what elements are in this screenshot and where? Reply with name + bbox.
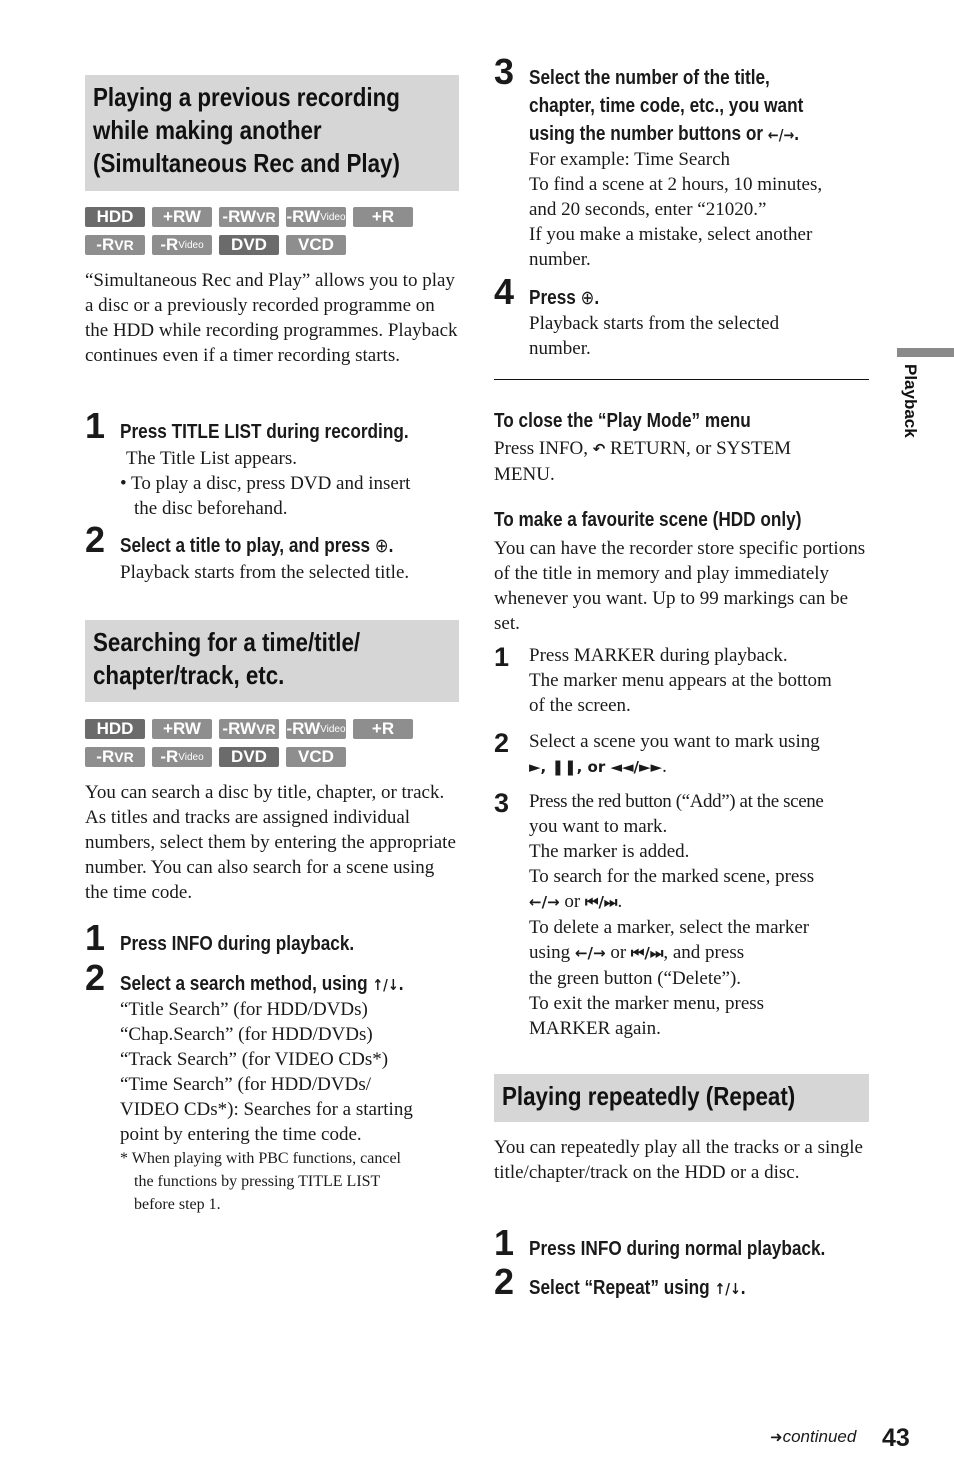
step-bullet-cont: the disc beforehand.: [134, 498, 288, 519]
step-text: .: [617, 891, 623, 912]
badge-text: -RW: [286, 719, 321, 738]
step-title-line: [529, 64, 848, 92]
step-line: Press MARKER during playback.: [529, 645, 788, 666]
disc-badges: [85, 719, 413, 775]
prev-next-icon: ⏮/⏭: [584, 893, 618, 911]
disc-badges: [85, 207, 413, 263]
step-line: of the screen.: [529, 695, 631, 716]
left-right-arrow-icon: ←/→: [529, 893, 560, 911]
badge-plus-rw: +RW: [152, 207, 212, 227]
section-divider: [494, 379, 869, 380]
badge-text: -RW: [286, 207, 321, 226]
badge-r-vr: [85, 235, 145, 255]
step-title: [120, 532, 438, 560]
step-line: MARKER again.: [529, 1018, 661, 1039]
badge-plus-rw: +RW: [152, 719, 212, 739]
step-line: [529, 889, 869, 915]
step-title: [529, 1235, 874, 1263]
step-title-text: Press INFO during normal playback.: [529, 1238, 826, 1260]
step-line: The Title List appears.: [126, 448, 297, 469]
step-line: Playback starts from the selected: [529, 313, 780, 334]
step-title-text: Select the number of the title,: [529, 67, 770, 89]
badge-hdd: HDD: [85, 719, 145, 739]
step-line: For example: Time Search: [529, 149, 731, 170]
step-number: 2: [85, 519, 106, 560]
step-line: the green button (“Delete”).: [529, 968, 742, 989]
badge-dvd: DVD: [219, 747, 279, 767]
prev-next-icon: ⏮/⏭: [630, 944, 664, 962]
heading-text: Playing a previous recording: [93, 82, 400, 112]
step-number: 1: [494, 1222, 515, 1263]
step-line: VIDEO CDs*): Searches for a starting: [120, 1099, 413, 1120]
step-line: [529, 940, 869, 966]
step-title-wrap: [120, 970, 403, 999]
badge-r-vr: [85, 747, 145, 767]
sub-title-text: To close the “Play Mode” menu: [494, 410, 751, 432]
badge-row: [85, 719, 413, 739]
step-title-text: Press INFO during playback.: [120, 933, 355, 955]
step-title-wrap: [529, 284, 599, 312]
badge-r-video: [152, 747, 212, 767]
badge-row: [85, 207, 413, 227]
step-title-text: Select “Repeat” using: [529, 1277, 710, 1299]
badge-hdd: HDD: [85, 207, 145, 227]
favourite-heading: [494, 507, 852, 533]
heading-text: (Simultaneous Rec and Play): [93, 148, 400, 178]
page-number: 43: [882, 1424, 910, 1452]
heading-line: [93, 659, 451, 692]
step-title-text: using the number buttons or: [529, 123, 764, 145]
section-heading-simultaneous: [85, 75, 459, 191]
step-line: number.: [529, 338, 591, 359]
step-title: [529, 64, 848, 149]
step-number: 2: [494, 1261, 515, 1302]
badge-vcd: VCD: [286, 747, 346, 767]
heading-line: [93, 626, 451, 659]
close-menu-heading: [494, 408, 793, 434]
heading-text: Playing repeatedly (Repeat): [502, 1081, 796, 1111]
text-line: [494, 436, 869, 462]
up-down-arrow-icon: ↑/↓: [714, 1280, 741, 1298]
step-line: The marker is added.: [529, 841, 690, 862]
search-intro-paragraph: You can search a disc by title, chapter, or track. As titles and tracks are assigned individual numbers, select them by entering the appropriate number. You can also search for a scene using the time code.: [85, 782, 456, 903]
step-body: [529, 729, 820, 780]
badge-vcd: VCD: [286, 235, 346, 255]
badge-rw-video: [286, 719, 346, 739]
step-line: “Chap.Search” (for HDD/DVDs): [120, 1024, 373, 1045]
heading-text: Searching for a time/title/: [93, 627, 361, 657]
intro-paragraph: “Simultaneous Rec and Play” allows you to play a disc or a previously recorded programme on the HDD while recording programmes. Playback continues even if a timer recording starts.: [85, 270, 458, 366]
step-title: [120, 418, 456, 446]
step-body: Playback starts from the selected title.: [120, 562, 410, 583]
footnote-line: the functions by pressing TITLE LIST: [134, 1173, 381, 1190]
text-part: Press INFO,: [494, 438, 588, 459]
step-number: 1: [85, 405, 106, 446]
favourite-intro: You can have the recorder store specific portions of the title in memory and play immediately whenever you want. Up to 99 markings can be set.: [494, 538, 866, 634]
step-text: or: [564, 891, 581, 912]
step-title-end: .: [794, 123, 800, 145]
play-pause-scan-icons: ►, ❚❚, or ◄◄/►►: [529, 758, 663, 776]
step-number: 2: [494, 728, 510, 758]
step-body: [120, 997, 413, 1216]
step-title: [529, 1274, 781, 1303]
step-title-wrap: [529, 120, 799, 149]
step-line: If you make a mistake, select another: [529, 224, 813, 245]
left-right-arrow-icon: ←/→: [767, 126, 795, 144]
step-title-text: Press TITLE LIST during recording.: [120, 421, 409, 443]
badge-plus-r: +R: [353, 719, 413, 739]
step-line: number.: [529, 249, 591, 270]
step-title-end: .: [594, 287, 600, 309]
step-line: “Title Search” (for HDD/DVDs): [120, 999, 368, 1020]
step-text: or: [610, 942, 627, 963]
badge-sub: Video: [320, 723, 346, 735]
section-heading-repeat: [494, 1074, 869, 1122]
step-number: 4: [494, 271, 515, 312]
badge-text: -RW: [222, 719, 257, 738]
step-title-text: Select a title to play, and press: [120, 535, 371, 557]
enter-icon: ⊕: [374, 535, 389, 557]
badge-rw-vr: [219, 719, 279, 739]
footnote-line: before step 1.: [134, 1196, 221, 1213]
step-title-text: chapter, time code, etc., you want: [529, 95, 804, 117]
step-bullet: • To play a disc, press DVD and insert: [120, 473, 411, 494]
section-heading-searching: [85, 620, 459, 702]
step-body: [529, 311, 779, 361]
step-number: 3: [494, 51, 515, 92]
arrow-right-icon: ➜: [770, 1428, 783, 1446]
step-number: 2: [85, 957, 106, 998]
up-down-arrow-icon: ↑/↓: [372, 976, 399, 994]
step-title-line: [529, 92, 848, 120]
step-title-wrap: [120, 532, 393, 560]
repeat-intro: You can repeatedly play all the tracks or a single title/chapter/track on the HDD or a disc.: [494, 1137, 863, 1183]
text-line: MENU.: [494, 464, 555, 485]
step-line: To find a scene at 2 hours, 10 minutes,: [529, 174, 823, 195]
heading-line: [502, 1080, 861, 1113]
badge-rw-vr: [219, 207, 279, 227]
step-body: [529, 147, 822, 272]
step-title-end: .: [388, 535, 394, 557]
step-line: “Time Search” (for HDD/DVDs/: [120, 1074, 371, 1095]
step-number: 1: [494, 642, 510, 672]
step-number: 3: [494, 788, 510, 818]
sub-title-text: To make a favourite scene (HDD only): [494, 509, 802, 531]
heading-text: chapter/track, etc.: [93, 660, 285, 690]
step-number: 1: [85, 917, 106, 958]
step-line: To exit the marker menu, press: [529, 993, 765, 1014]
badge-text: -R: [96, 747, 115, 766]
heading-text: while making another: [93, 115, 322, 145]
badge-text: -RW: [222, 207, 257, 226]
badge-sub: VR: [256, 209, 276, 225]
badge-rw-video: [286, 207, 346, 227]
step-line: The marker menu appears at the bottom: [529, 670, 832, 691]
step-line: To search for the marked scene, press: [529, 866, 815, 887]
badge-sub: VR: [114, 237, 134, 253]
heading-line: [93, 114, 451, 147]
badge-text: -R: [160, 235, 179, 254]
step-line: point by entering the time code.: [120, 1124, 362, 1145]
badge-r-video: [152, 235, 212, 255]
step-title: [120, 930, 392, 958]
footnote-line: * When playing with PBC functions, cancel: [120, 1150, 401, 1167]
badge-sub: Video: [178, 751, 204, 763]
badge-row: [85, 235, 413, 255]
step-title: [120, 970, 450, 999]
step-title-wrap: [529, 1274, 746, 1303]
step-body: [120, 446, 410, 521]
heading-line: [93, 147, 451, 180]
enter-icon: ⊕: [580, 287, 595, 309]
badge-text: -R: [96, 235, 115, 254]
close-menu-text: [494, 436, 869, 487]
step-title-end: .: [740, 1277, 746, 1299]
side-label-playback: Playback: [901, 364, 920, 438]
step-title-line: [529, 120, 848, 149]
step-title-end: .: [398, 973, 404, 995]
continued-text: continued: [782, 1427, 857, 1446]
return-icon: ↶: [592, 440, 606, 458]
step-line: you want to mark.: [529, 816, 668, 837]
heading-line: [93, 81, 451, 114]
step-text: using: [529, 942, 571, 963]
badge-sub: VR: [256, 721, 276, 737]
badge-sub: Video: [178, 239, 204, 251]
badge-sub: Video: [320, 211, 346, 223]
step-title-text: Press: [529, 287, 576, 309]
badge-text: -R: [160, 747, 179, 766]
side-tab-marker: [897, 348, 954, 357]
step-line: Press the red button (“Add”) at the scene: [529, 791, 824, 812]
text-part: RETURN, or SYSTEM: [610, 438, 792, 459]
step-title-text: Select a search method, using: [120, 973, 368, 995]
step-line: and 20 seconds, enter “21020.”: [529, 199, 767, 220]
left-right-arrow-icon: ←/→: [574, 944, 606, 962]
step-text: , and press: [663, 942, 745, 963]
step-body: [529, 789, 869, 1041]
badge-row: [85, 747, 413, 767]
continued-label: [770, 1427, 856, 1447]
step-line-end: .: [662, 756, 667, 777]
step-line: “Track Search” (for VIDEO CDs*): [120, 1049, 389, 1070]
step-line: [529, 754, 820, 780]
badge-dvd: DVD: [219, 235, 279, 255]
badge-sub: VR: [114, 749, 134, 765]
badge-plus-r: +R: [353, 207, 413, 227]
step-line: To delete a marker, select the marker: [529, 917, 810, 938]
step-body: [529, 643, 832, 718]
footnote: [120, 1147, 413, 1216]
step-title: [529, 284, 611, 312]
step-line: Select a scene you want to mark using: [529, 731, 820, 752]
